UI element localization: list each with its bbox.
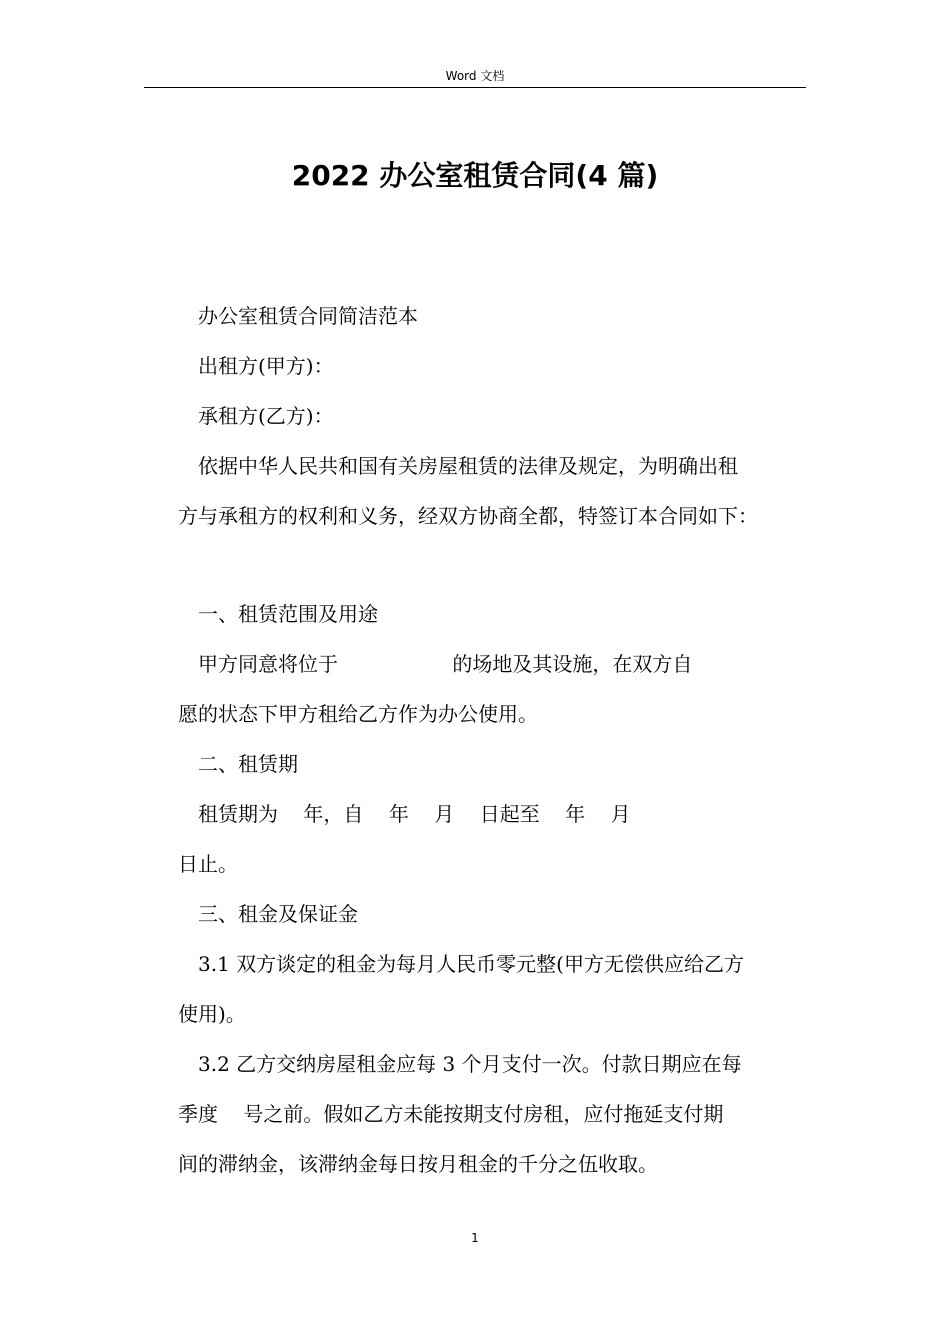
page-header: Word 文档	[445, 69, 505, 83]
paragraph-line: 间的滞纳金，该滞纳金每日按月租金的千分之伍收取。	[178, 1152, 658, 1176]
paragraph-line: 3.2 乙方交纳房屋租金应每 3 个月支付一次。付款日期应在每	[198, 1052, 742, 1076]
paragraph-line: 甲方同意将位于 的场地及其设施，在双方自	[198, 652, 693, 676]
section-heading: 三、租金及保证金	[198, 902, 358, 926]
paragraph-line: 3.1 双方谈定的租金为每月人民币零元整(甲方无偿供应给乙方	[198, 952, 744, 976]
section-heading: 二、租赁期	[198, 752, 298, 776]
paragraph-line: 使用)。	[178, 1002, 246, 1026]
section-heading: 一、租赁范围及用途	[198, 602, 378, 626]
paragraph-line: 方与承租方的权利和义务，经双方协商全都，特签订本合同如下：	[178, 504, 758, 528]
paragraph-line: 愿的状态下甲方租给乙方作为办公使用。	[178, 702, 538, 726]
header-divider	[144, 87, 806, 88]
paragraph-line: 季度 号之前。假如乙方未能按期支付房租，应付拖延支付期	[178, 1102, 724, 1126]
paragraph-line-lessor: 出租方(甲方)：	[198, 354, 334, 378]
paragraph-line-lessee: 承租方(乙方)：	[198, 404, 334, 428]
paragraph-line-subtitle: 办公室租赁合同简洁范本	[198, 304, 418, 328]
page-number: 1	[471, 1231, 479, 1245]
paragraph-line: 日止。	[178, 852, 238, 876]
paragraph-line: 租赁期为 年，自 年 月 日起至 年 月	[198, 802, 631, 826]
paragraph-line: 依据中华人民共和国有关房屋租赁的法律及规定，为明确出租	[198, 454, 738, 478]
document-title: 2022 办公室租赁合同(4 篇)	[291, 159, 659, 192]
